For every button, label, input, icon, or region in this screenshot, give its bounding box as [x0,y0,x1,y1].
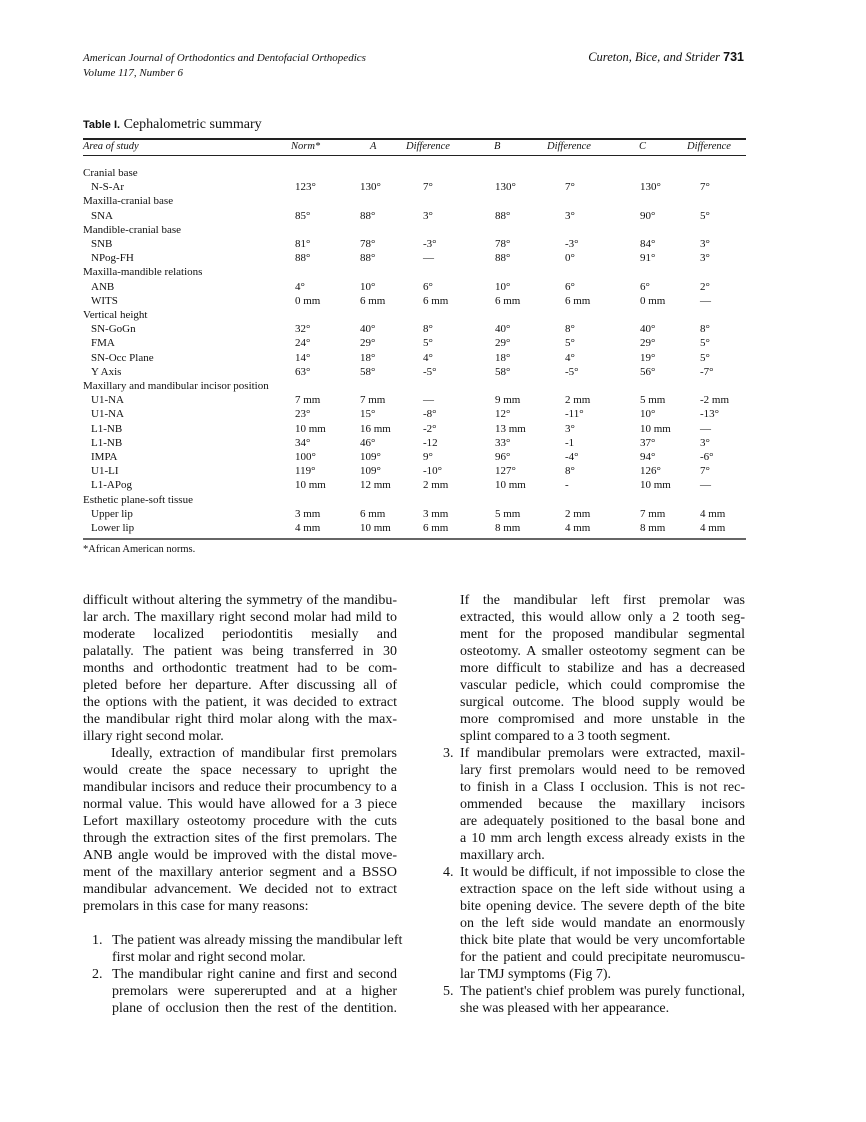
text-line: more difficult to stabilize and has a decreased [460,661,745,676]
table-row [0,407,866,421]
table-cell: 56° [640,365,656,378]
table-cell: 5° [700,351,710,364]
table-cell: 130° [640,181,661,194]
table-cell: 6 mm [360,294,386,307]
table-cell: 6 mm [565,294,591,307]
table-cell: 109° [360,465,381,478]
table-cell: -3° [565,238,579,250]
table-row [0,464,866,478]
list-number: 4. [443,865,454,880]
table-group-row [0,493,866,507]
table-cell: 40° [495,323,511,336]
table-cell: -6° [700,451,714,463]
text-line: more compromised and more unstable in the [460,712,745,727]
group-label: Mandible-cranial base [83,223,182,236]
text-line: to finish in a Class I occlusion. This is not rec- [460,780,745,795]
table-row [0,251,866,265]
table-cell: 7 mm [360,394,386,407]
text-line: premolars were supererupted and at a higher [112,984,397,999]
table-cell: 63° [295,365,311,378]
text-line: illary right second molar. [83,729,224,744]
row-label: SN-GoGn [91,323,136,336]
text-line: mandibular incisors and reduce their procumbency to a [83,780,397,795]
journal-title: American Journal of Orthodontics and Dentofacial Orthopedics [83,52,366,64]
table-group-row [0,223,866,237]
table-cell: 34° [295,436,311,449]
table-cell: — [423,252,434,265]
table-cell: 130° [495,181,516,194]
table-cell: 91° [640,252,656,265]
row-label: SNA [91,209,114,222]
text-line: ment for the proposed mandibular segmental [460,627,745,642]
table-cell: -2° [423,422,437,435]
table-cell: 6° [423,280,433,293]
row-label: IMPA [91,451,118,463]
text-line: first molar and right second molar. [112,950,306,965]
table-cell: 16 mm [360,422,391,435]
table-cell: 3 mm [423,507,449,520]
text-line: pleted before her departure. After discussing all of [83,678,397,693]
table-cell: 37° [640,436,656,449]
table-row [0,280,866,294]
group-label: Vertical height [83,309,148,321]
table-row [0,365,866,379]
text-line: If the mandibular left first premolar was [460,593,745,608]
table-cell: 7° [700,465,710,478]
table-cell: — [700,422,711,435]
table-cell: 127° [495,465,516,478]
group-label: Maxilla-mandible relations [83,266,203,279]
text-line: surgical outcome. The blood supply would be [460,695,745,710]
table-cell: 5° [565,337,575,350]
table-title [83,117,262,133]
table-cell: 7 mm [295,394,321,407]
table-cell: 24° [295,337,311,350]
row-label: U1-LI [91,465,119,478]
list-item [83,932,403,966]
table-cell: 5° [700,209,710,222]
table-cell: 5° [423,337,433,350]
table-cell: 94° [640,451,656,463]
text-line: ment of the maxillary anterior segment and a BSSO [83,865,397,880]
table-cell: -5° [565,365,579,378]
table-group-row [0,308,866,322]
table-row [0,507,866,521]
table-cell: -12 [423,436,438,449]
table-cell: 8 mm [640,522,666,534]
table-row [0,393,866,407]
table-cell: -4° [565,451,579,463]
table-group-row [0,379,866,393]
table-cell: 4 mm [565,522,591,534]
table-cell: 0° [565,252,575,265]
table-cell: 88° [360,252,376,265]
column-header: B [494,141,501,152]
list-number: 2. [92,967,103,982]
table-cell: -2 mm [700,394,730,407]
text-line: lar arch. The maxillary right second molar had mild to [83,610,397,625]
table-cell: 8° [565,465,575,478]
text-line: lar TMJ symptoms (Fig 7). [460,967,612,982]
row-label: N-S-Ar [91,181,124,194]
table-cell: 3° [700,238,710,250]
table-cell: 9 mm [495,394,521,407]
text-line: extracted, this would allow only a 2 tooth seg- [460,610,745,625]
text-line: for the patient and could precipitate neuromuscu- [460,950,745,965]
table-row [0,422,866,436]
running-header [588,50,744,65]
text-line: The patient's chief problem was purely functional, [460,984,745,999]
body-column-right [443,592,745,1017]
list-item [443,745,745,864]
table-group-row [0,194,866,208]
column-header: Difference [547,141,591,152]
list-item [443,864,745,983]
table-cell: 0 mm [640,294,666,307]
table-cell: 23° [295,408,311,421]
table-cell: 8° [423,323,433,336]
list-number: 1. [92,933,103,948]
table-cell: 10° [640,408,656,421]
table-cell: 29° [360,337,376,350]
table-cell: 4° [565,351,575,364]
row-label: NPog-FH [91,252,134,265]
table-cell: 109° [360,451,381,463]
row-label: WITS [91,294,118,307]
row-label: SN-Occ Plane [91,351,154,364]
table-cell: 2 mm [423,479,449,492]
table-cell: 29° [640,337,656,350]
table-cell: 10° [495,280,511,293]
text-line: Ideally, extraction of mandibular first premolars [111,746,397,761]
column-header: C [639,141,647,152]
table-cell: 88° [495,252,511,265]
table-cell: 40° [640,323,656,336]
table-cell: 10 mm [640,422,671,435]
table-row [0,336,866,350]
table-cell: 6 mm [360,507,386,520]
text-line: difficult without altering the symmetry of the mandibu- [83,593,397,608]
row-label: Y Axis [91,365,122,378]
text-line: vascular pedicle, which could compromise the [460,678,745,693]
table-cell: 18° [360,351,376,364]
table-cell: 100° [295,451,316,463]
table-cell: 7° [700,181,710,194]
text-line: maxillary arch. [460,848,545,863]
row-label: L1-NB [91,436,123,449]
table-cell: 85° [295,209,311,222]
column-header: Area of study [83,141,139,152]
table-cell: 58° [495,365,511,378]
text-line: extraction space on the left side without using a [460,882,745,897]
table-label: Table I. [83,119,121,131]
table-cell: 5 mm [495,507,521,520]
table-cell: -11° [565,408,584,421]
text-line: ommended because the maxillary incisors [460,797,745,812]
table-cell: 78° [360,238,376,250]
text-line: bite opening device. The severe depth of the bite [460,899,745,914]
table-cell: 32° [295,323,311,336]
table-cell: 58° [360,365,376,378]
table-cell: 13 mm [495,422,526,435]
table-cell: 7° [565,181,575,194]
text-line: The mandibular right canine and first and second [112,967,397,982]
table-bottom-rule [83,538,746,540]
table-row [0,209,866,223]
journal-volume: Volume 117, Number 6 [83,67,184,79]
table-cell: — [700,479,711,492]
text-line: osteotomy. A smaller osteotomy segment can be [460,644,745,659]
table-row [0,351,866,365]
table-cell: -10° [423,465,443,478]
table-cell: 4° [295,280,305,293]
table-cell: 78° [495,238,511,250]
column-header: Difference [687,141,731,152]
table-cell: -5° [423,365,437,378]
table-cell: 4 mm [700,522,726,534]
table-cell: — [700,294,711,307]
table-cell: 96° [495,451,511,463]
table-row [0,322,866,336]
table-cell: 12° [495,408,511,421]
table-cell: 88° [360,209,376,222]
text-line: a 10 mm arch length excess already exists in the [460,831,745,846]
table-footnote: *African American norms. [83,544,196,555]
text-line: ANB angle would be improved with the distal move- [83,848,397,863]
table-cell: 6 mm [423,294,449,307]
column-header: Difference [406,141,450,152]
table-cell: 46° [360,436,376,449]
table-cell: 4° [423,351,433,364]
table-cell: 9° [423,451,433,463]
table-cell: 12 mm [360,479,391,492]
text-line: palatally. The patient was being transferred in 30 [83,644,397,659]
table-cell: 4 mm [700,507,726,520]
text-line [83,915,397,932]
row-label: L1-NB [91,422,123,435]
table-row [0,436,866,450]
table-cell: 2° [700,280,710,293]
column-header: A [370,141,377,152]
table-cell: 14° [295,351,311,364]
table-cell: 5° [700,337,710,350]
table-cell: 7 mm [640,507,666,520]
table-cell: 2 mm [565,507,591,520]
table-row [0,521,866,535]
text-line: thick bite plate that would be very uncomfortable [460,933,745,948]
table-cell: 6 mm [495,294,521,307]
list-number: 5. [443,984,454,999]
text-line: mandibular advancement. We decided not to extract [83,882,397,897]
list-number: 3. [443,746,454,761]
table-row [0,478,866,492]
table-group-row [0,166,866,180]
row-label: SNB [91,238,113,250]
table-cell: 10 mm [295,479,326,492]
text-line: the mandibular right third molar along with the max- [83,712,397,727]
paragraph [83,592,397,745]
table-cell: 3° [700,436,710,449]
table-cell: 0 mm [295,294,321,307]
table-cell: 3° [565,209,575,222]
text-line: If mandibular premolars were extracted, maxil- [460,746,745,761]
table-row [0,294,866,308]
text-line: premolars in this case for many reasons: [83,899,309,914]
table-cell: 119° [295,465,316,478]
table-cell: -1 [565,436,575,449]
table-cell: 10° [360,280,376,293]
table-cell: 81° [295,238,311,250]
body-column-left [83,592,403,1017]
table-cell: 6° [640,280,650,293]
table-cell: 19° [640,351,656,364]
group-label: Cranial base [83,167,138,179]
table-cell: 29° [495,337,511,350]
table-group-row [0,265,866,279]
group-label: Maxilla-cranial base [83,195,174,208]
row-label: FMA [91,337,115,350]
text-line: on the left side would mandate an enormously [460,916,745,931]
table-cell: 7° [423,181,433,194]
table-cell: 6° [565,280,575,293]
text-line: It would be difficult, if not impossible to close the [460,865,745,880]
table-cell: 3° [423,209,433,222]
table-cell: 130° [360,181,381,194]
page-number: 731 [723,50,744,64]
row-label: U1-NA [91,394,124,407]
table-cell: -7° [700,365,714,378]
table-cell: 88° [295,252,311,265]
list-item [443,983,745,1017]
table-header-rule [83,155,746,156]
table-caption: Cephalometric summary [123,117,262,132]
table-cell: 4 mm [295,522,321,534]
paragraph [83,745,397,915]
table-cell: 8° [565,323,575,336]
table-cell: -13° [700,408,720,421]
table-cell: 88° [495,209,511,222]
row-label: Lower lip [91,522,135,534]
table-cell: — [423,394,434,407]
table-row [0,237,866,251]
text-line: moderate localized periodontitis mesially and [83,627,397,642]
column-header: Norm* [291,141,321,152]
text-line: months and orthodontic treatment had to be com- [83,661,397,676]
table-cell: 10 mm [495,479,526,492]
table-cell: 2 mm [565,394,591,407]
table-cell: 10 mm [360,522,391,534]
table-cell: 18° [495,351,511,364]
row-label: Upper lip [91,507,133,520]
paragraph [443,592,745,745]
group-label: Maxillary and mandibular incisor position [83,380,269,392]
authors: Cureton, Bice, and Strider [588,50,721,64]
table-top-rule [83,138,746,140]
table-cell: 126° [640,465,661,478]
text-line: are adequately positioned to the basal bone and [460,814,745,829]
table-cell: -8° [423,408,437,421]
row-label: ANB [91,280,115,293]
table-cell: 3 mm [295,507,321,520]
paragraph [83,915,397,932]
table-cell: 90° [640,209,656,222]
table-cell: 123° [295,181,316,194]
text-line: she was pleased with her appearance. [460,1001,670,1016]
row-label: U1-NA [91,408,124,421]
group-label: Esthetic plane-soft tissue [83,493,193,506]
table-cell: 8 mm [495,522,521,534]
row-label: L1-APog [91,479,132,492]
text-line: plane of occlusion then the rest of the dentition. [112,1001,397,1016]
text-line: the options with the patient, it was decided to extract [83,695,397,710]
table-cell: - [565,479,569,492]
table-cell: 8° [700,323,710,336]
table-cell: 40° [360,323,376,336]
table-cell: 15° [360,408,376,421]
table-cell: 6 mm [423,522,449,534]
list-item [83,966,397,1017]
table-row [0,450,866,464]
text-line: lary first premolars would need to be removed [460,763,745,778]
table-cell: 3° [565,422,575,435]
text-line: The patient was already missing the mandibular left [112,933,403,948]
table-cell: 10 mm [640,479,671,492]
table-cell: 5 mm [640,394,666,407]
text-line: would create the space necessary to upright the [83,763,397,778]
text-line: normal value. This would have allowed for a 3 piece [83,797,397,812]
text-line: Lefort maxillary osteotomy procedure with the cuts [83,814,397,829]
table-cell: 10 mm [295,422,326,435]
table-cell: -3° [423,238,437,250]
text-line: splint compared to a 3 tooth segment. [460,729,671,744]
text-line: through the extraction sites of the first premolars. The [83,831,397,846]
table-cell: 3° [700,252,710,265]
table-cell: 84° [640,238,656,250]
table-row [0,180,866,194]
table-cell: 33° [495,436,511,449]
